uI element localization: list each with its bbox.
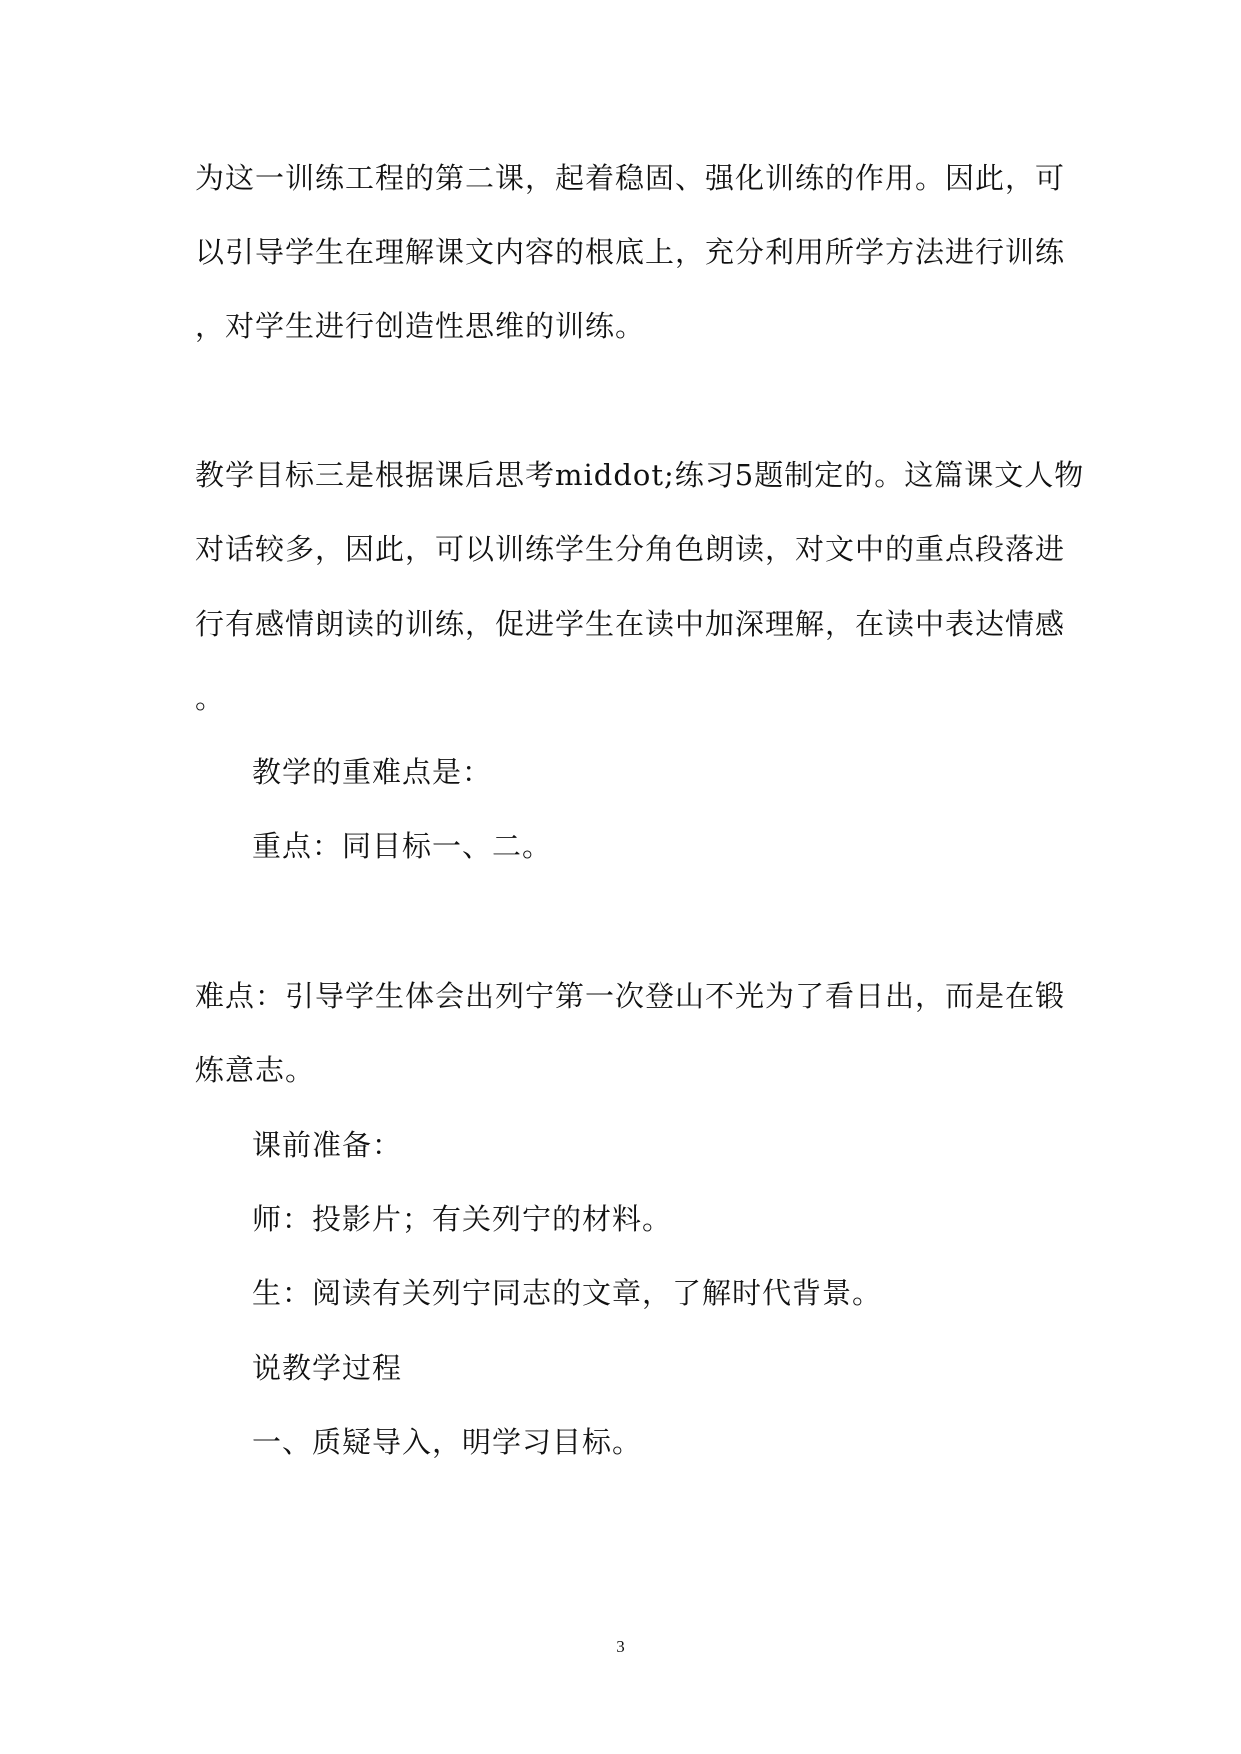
paragraph-line: 教学目标三是根据课后思考middot;练习5题制定的。这篇课文人物	[195, 458, 1085, 492]
step-one-heading: 一、质疑导入，明学习目标。	[252, 1425, 643, 1459]
difficulty-line: 炼意志。	[195, 1053, 316, 1087]
teacher-preparation: 师：投影片；有关列宁的材料。	[252, 1202, 673, 1236]
process-heading: 说教学过程	[252, 1351, 403, 1385]
paragraph-line: 行有感情朗读的训练，促进学生在读中加深理解，在读中表达情感	[195, 607, 1066, 641]
paragraph-line: 为这一训练工程的第二课，起着稳固、强化训练的作用。因此，可	[195, 161, 1066, 195]
paragraph-line: 。	[195, 681, 226, 715]
paragraph-line: 以引导学生在理解课文内容的根底上，充分利用所学方法进行训练	[195, 235, 1066, 269]
preparation-heading: 课前准备：	[252, 1128, 403, 1162]
paragraph-line: 对话较多，因此，可以训练学生分角色朗读，对文中的重点段落进	[195, 532, 1066, 566]
paragraph-line: ，对学生进行创造性思维的训练。	[195, 309, 646, 343]
page-number: 3	[616, 1637, 625, 1656]
key-point-text: 重点：同目标一、二。	[252, 829, 553, 863]
difficulty-line: 难点：引导学生体会出列宁第一次登山不光为了看日出，而是在锻	[195, 979, 1066, 1013]
student-preparation: 生：阅读有关列宁同志的文章，了解时代背景。	[252, 1276, 883, 1310]
key-points-heading: 教学的重难点是：	[252, 755, 493, 789]
